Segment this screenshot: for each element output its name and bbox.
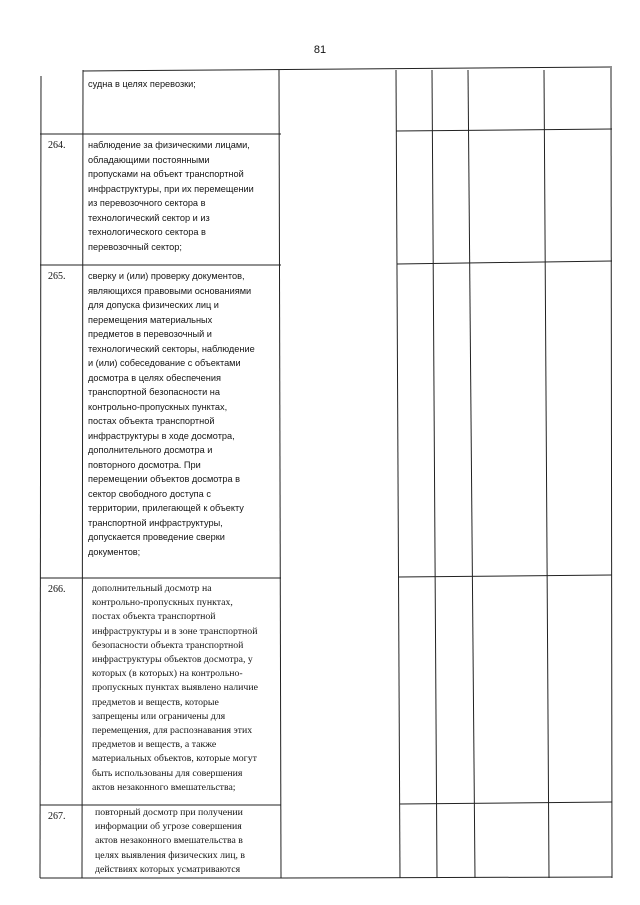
page-number: 81 [313, 44, 327, 56]
row-number: 265. [48, 271, 66, 282]
row-number: 264. [48, 140, 66, 151]
row-text: судна в целях перевозки; [88, 79, 196, 89]
row-number: 267. [48, 811, 66, 822]
row-number: 266. [48, 584, 66, 595]
row-text: сверку и (или) проверку документов, являющихся правовыми основаниями для допуска физических лиц и перемещения материальных предметов в перевозочный и технологический секторы, наблюдение и (или) собеседование с объектами досмотра в целях обеспечения транспортной безопасности на контрольно-пропускных пунктах, постах объекта транспортной инфраструктуры в ходе досмотра, дополнительного досмотра и повторного досмотра. При перемещении объектов досмотра в сектор свободного доступа с территории, прилегающей к объекту транспортной инфраструктуры, допускается проведение сверки документов; [88, 271, 255, 557]
row-text: наблюдение за физическими лицами, обладающими постоянными пропусками на объект транспортной инфраструктуры, при их перемещении из перевозочного сектора в технологический сектор и из технологического сектора в перевозочный сектор; [88, 140, 254, 252]
row-text: дополнительный досмотр на контрольно-пропускных пунктах, постах объекта транспортной инфраструктуры и в зоне транспортной безопасности объекта транспортной инфраструктуры объектов досмотра, у которых (в которых) на контрольно- пропускных пунктах выявлено наличие предметов и веществ, которые запрещены или ограничены для перемещения, для распознавания этих предметов и веществ, а также материальных объектов, которые могут быть использованы для совершения актов незаконного вмешательства; [92, 583, 258, 793]
row-text: повторный досмотр при получении информации об угрозе совершения актов незаконного вмешательства в целях выявления физических лиц, в действиях которых усматриваются [95, 807, 246, 875]
